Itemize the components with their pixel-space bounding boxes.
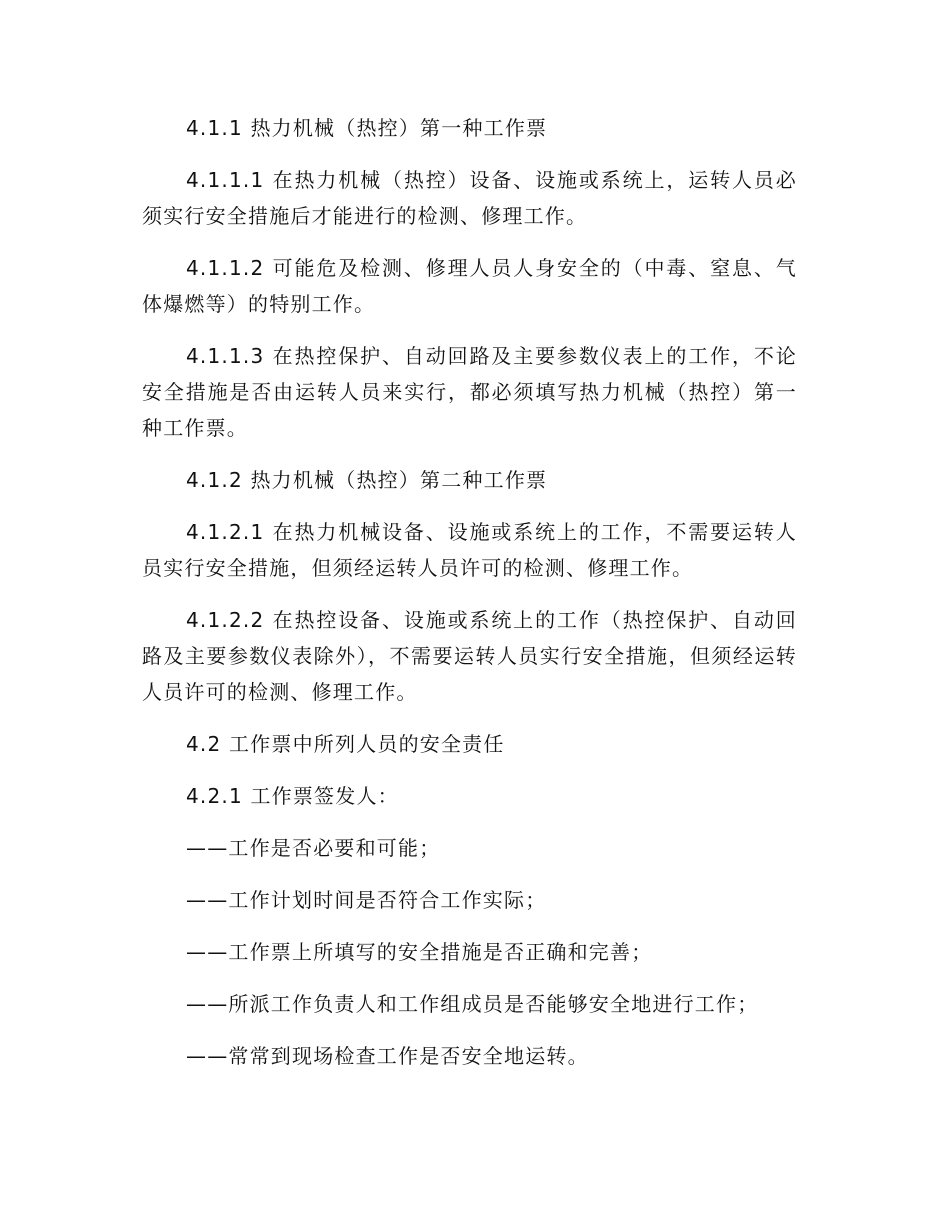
- list-item: ——常常到现场检查工作是否安全地运转。: [186, 1044, 589, 1068]
- list-item: ——工作计划时间是否符合工作实际；: [186, 888, 547, 912]
- paragraph-4-1-1-3: 4.1.1.3 在热控保护、自动回路及主要参数仪表上的工作，不论安全措施是否由运转人员来实行，都必须填写热力机械（热控）第一种工作票。: [142, 344, 797, 440]
- paragraph-4-1-1-1: 4.1.1.1 在热力机械（热控）设备、设施或系统上，运转人员必须实行安全措施后才能进行的检测、修理工作。: [142, 168, 797, 228]
- heading-4-1-1: 4.1.1 热力机械（热控）第一种工作票: [186, 116, 548, 140]
- heading-4-1-2: 4.1.2 热力机械（热控）第二种工作票: [186, 468, 548, 492]
- list-item: ——所派工作负责人和工作组成员是否能够安全地进行工作；: [186, 992, 759, 1016]
- list-item: ——工作票上所填写的安全措施是否正确和完善；: [186, 940, 653, 964]
- paragraph-4-1-2-1: 4.1.2.1 在热力机械设备、设施或系统上的工作，不需要运转人员实行安全措施，但须经运转人员许可的检测、修理工作。: [142, 520, 797, 580]
- document-body: [142, 110, 797, 1090]
- paragraph-4-1-2-2: 4.1.2.2 在热控设备、设施或系统上的工作（热控保护、自动回路及主要参数仪表除外），不需要运转人员实行安全措施，但须经运转人员许可的检测、修理工作。: [142, 608, 797, 704]
- paragraph-4-1-1-2: 4.1.1.2 可能危及检测、修理人员人身安全的（中毒、窒息、气体爆燃等）的特别工作。: [142, 256, 797, 316]
- heading-4-2-1: 4.2.1 工作票签发人：: [186, 784, 399, 808]
- heading-4-2: 4.2 工作票中所列人员的安全责任: [186, 732, 505, 756]
- list-item: ——工作是否必要和可能；: [186, 836, 441, 860]
